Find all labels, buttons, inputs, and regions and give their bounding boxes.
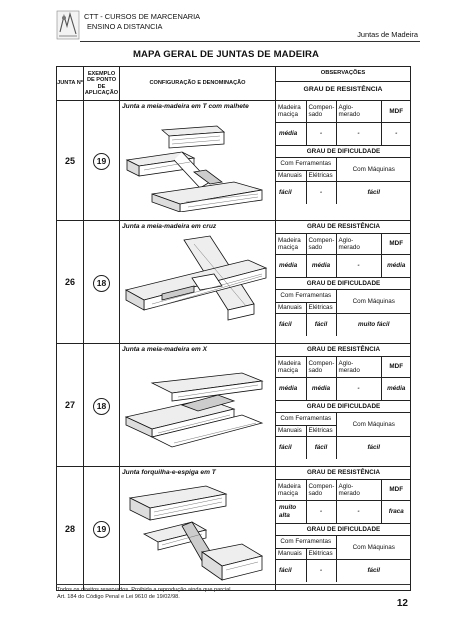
col-junta-header: JUNTA Nº (57, 67, 84, 101)
resistance-madeira: muito alta (276, 500, 306, 523)
header-mode: ENSINO A DISTANCIA (87, 22, 163, 31)
example-circle: 19 (93, 521, 110, 538)
material-mdf: MDF (381, 356, 411, 377)
page-header (56, 10, 420, 42)
joint-bridle-t-drawing (122, 478, 272, 584)
grau-dificuldade-header: GRAU DE DIFICULDADE (276, 145, 411, 157)
grau-dificuldade-header: GRAU DE DIFICULDADE (276, 277, 411, 289)
resistance-compensado: média (306, 377, 336, 400)
grau-resistencia-header: GRAU DE RESISTÊNCIA (276, 221, 411, 233)
manuais-label: Manuais (276, 548, 306, 559)
junta-number: 25 (57, 101, 84, 221)
resistance-aglomerado: - (336, 122, 381, 145)
com-maquinas-label: Com Máquinas (336, 412, 411, 436)
difficulty-manuais: fácil (276, 436, 306, 459)
example-circle: 18 (93, 275, 110, 292)
manuais-label: Manuais (276, 425, 306, 436)
com-maquinas-label: Com Máquinas (336, 157, 411, 181)
manuais-label: Manuais (276, 302, 306, 313)
joint-name: Junta a meia-madeira em cruz (122, 223, 217, 230)
grau-dificuldade-header: GRAU DE DIFICULDADE (276, 400, 411, 412)
config-cell (120, 344, 276, 467)
table-header-row (57, 67, 411, 101)
joint-name: Junta a meia-madeira em X (122, 346, 208, 353)
resistance-madeira: média (276, 254, 306, 277)
observations-cell (276, 344, 411, 467)
ctt-logo-icon (56, 10, 80, 40)
difficulty-manuais: fácil (276, 313, 306, 336)
header-section: Juntas de Madeira (357, 30, 418, 39)
col-config-header: CONFIGURAÇÃO E DENOMINAÇÃO (120, 67, 276, 101)
joint-name: Junta forquilha-e-espiga em T (122, 469, 216, 476)
material-aglomerado: Aglo- merado (336, 233, 381, 254)
difficulty-maquinas: fácil (336, 436, 411, 459)
difficulty-eletricas: fácil (306, 313, 336, 336)
resistance-madeira: média (276, 377, 306, 400)
material-madeira: Madeira maciça (276, 233, 306, 254)
junta-number: 27 (57, 344, 84, 467)
eletricas-label: Elétricas (306, 548, 336, 559)
material-madeira: Madeira maciça (276, 479, 306, 500)
observations-cell (276, 467, 411, 591)
resistance-aglomerado: - (336, 377, 381, 400)
difficulty-maquinas: fácil (336, 559, 411, 582)
material-mdf: MDF (381, 101, 411, 122)
footer-notice (57, 587, 232, 601)
joint-x-halving-drawing (122, 355, 272, 459)
resistance-mdf: - (381, 122, 411, 145)
table-row (57, 101, 411, 221)
footer-law: Art. 184 do Código Penal e Lei 9610 de 19/02/98. (57, 594, 180, 600)
config-cell (120, 467, 276, 591)
material-compensado: Compen- sado (306, 356, 336, 377)
footer-rights: Todos os direitos reservados. Proibida a reprodução ainda que parcial. (57, 587, 233, 593)
table-row (57, 467, 411, 591)
com-ferramentas-label: Com Ferramentas (276, 412, 336, 425)
resistance-mdf: média (381, 254, 411, 277)
resistance-mdf: fraca (381, 500, 411, 523)
table-row (57, 221, 411, 344)
material-compensado: Compen- sado (306, 233, 336, 254)
header-divider (80, 41, 420, 42)
joint-t-dovetail-drawing (122, 112, 272, 212)
config-cell (120, 221, 276, 344)
grau-resistencia-header: GRAU DE RESISTÊNCIA (276, 81, 410, 93)
material-madeira: Madeira maciça (276, 101, 306, 122)
resistance-compensado: - (306, 500, 336, 523)
example-circle: 19 (93, 153, 110, 170)
obs-label: OBSERVAÇÕES (320, 70, 366, 76)
page-title: MAPA GERAL DE JUNTAS DE MADEIRA (132, 49, 320, 60)
col-obs-header (276, 67, 411, 101)
eletricas-label: Elétricas (306, 302, 336, 313)
resistance-compensado: média (306, 254, 336, 277)
com-ferramentas-label: Com Ferramentas (276, 157, 336, 170)
com-maquinas-label: Com Máquinas (336, 535, 411, 559)
material-compensado: Compen- sado (306, 101, 336, 122)
table-row (57, 344, 411, 467)
joint-name: Junta a meia-madeira em T com malhete (122, 103, 249, 110)
eletricas-label: Elétricas (306, 170, 336, 181)
junta-number: 28 (57, 467, 84, 591)
material-aglomerado: Aglo- merado (336, 356, 381, 377)
footer-divider (56, 584, 410, 585)
grau-dificuldade-header: GRAU DE DIFICULDADE (276, 523, 411, 535)
joint-cross-halving-drawing (122, 232, 272, 336)
difficulty-eletricas: - (306, 181, 336, 204)
material-madeira: Madeira maciça (276, 356, 306, 377)
col-exemplo-header: EXEMPLO DE PONTO DE APLICAÇÃO (84, 67, 120, 101)
junta-number: 26 (57, 221, 84, 344)
material-aglomerado: Aglo- merado (336, 101, 381, 122)
material-compensado: Compen- sado (306, 479, 336, 500)
material-aglomerado: Aglo- merado (336, 479, 381, 500)
page-number: 12 (396, 598, 408, 609)
difficulty-eletricas: - (306, 559, 336, 582)
resistance-mdf: média (381, 377, 411, 400)
difficulty-manuais: fácil (276, 559, 306, 582)
material-mdf: MDF (381, 479, 411, 500)
observations-cell (276, 221, 411, 344)
observations-cell (276, 101, 411, 221)
resistance-aglomerado: - (336, 500, 381, 523)
grau-resistencia-header: GRAU DE RESISTÊNCIA (276, 344, 411, 356)
material-mdf: MDF (381, 233, 411, 254)
manuais-label: Manuais (276, 170, 306, 181)
eletricas-label: Elétricas (306, 425, 336, 436)
difficulty-maquinas: muito fácil (336, 313, 411, 336)
difficulty-maquinas: fácil (336, 181, 411, 204)
example-circle: 18 (93, 398, 110, 415)
resistance-compensado: - (306, 122, 336, 145)
config-cell (120, 101, 276, 221)
grau-resistencia-header: GRAU DE RESISTÊNCIA (276, 467, 411, 479)
resistance-madeira: média (276, 122, 306, 145)
com-maquinas-label: Com Máquinas (336, 289, 411, 313)
difficulty-manuais: fácil (276, 181, 306, 204)
resistance-aglomerado: - (336, 254, 381, 277)
com-ferramentas-label: Com Ferramentas (276, 535, 336, 548)
difficulty-eletricas: fácil (306, 436, 336, 459)
com-ferramentas-label: Com Ferramentas (276, 289, 336, 302)
header-course: CTT - CURSOS DE MARCENARIA (84, 12, 201, 21)
joints-table (56, 66, 411, 591)
